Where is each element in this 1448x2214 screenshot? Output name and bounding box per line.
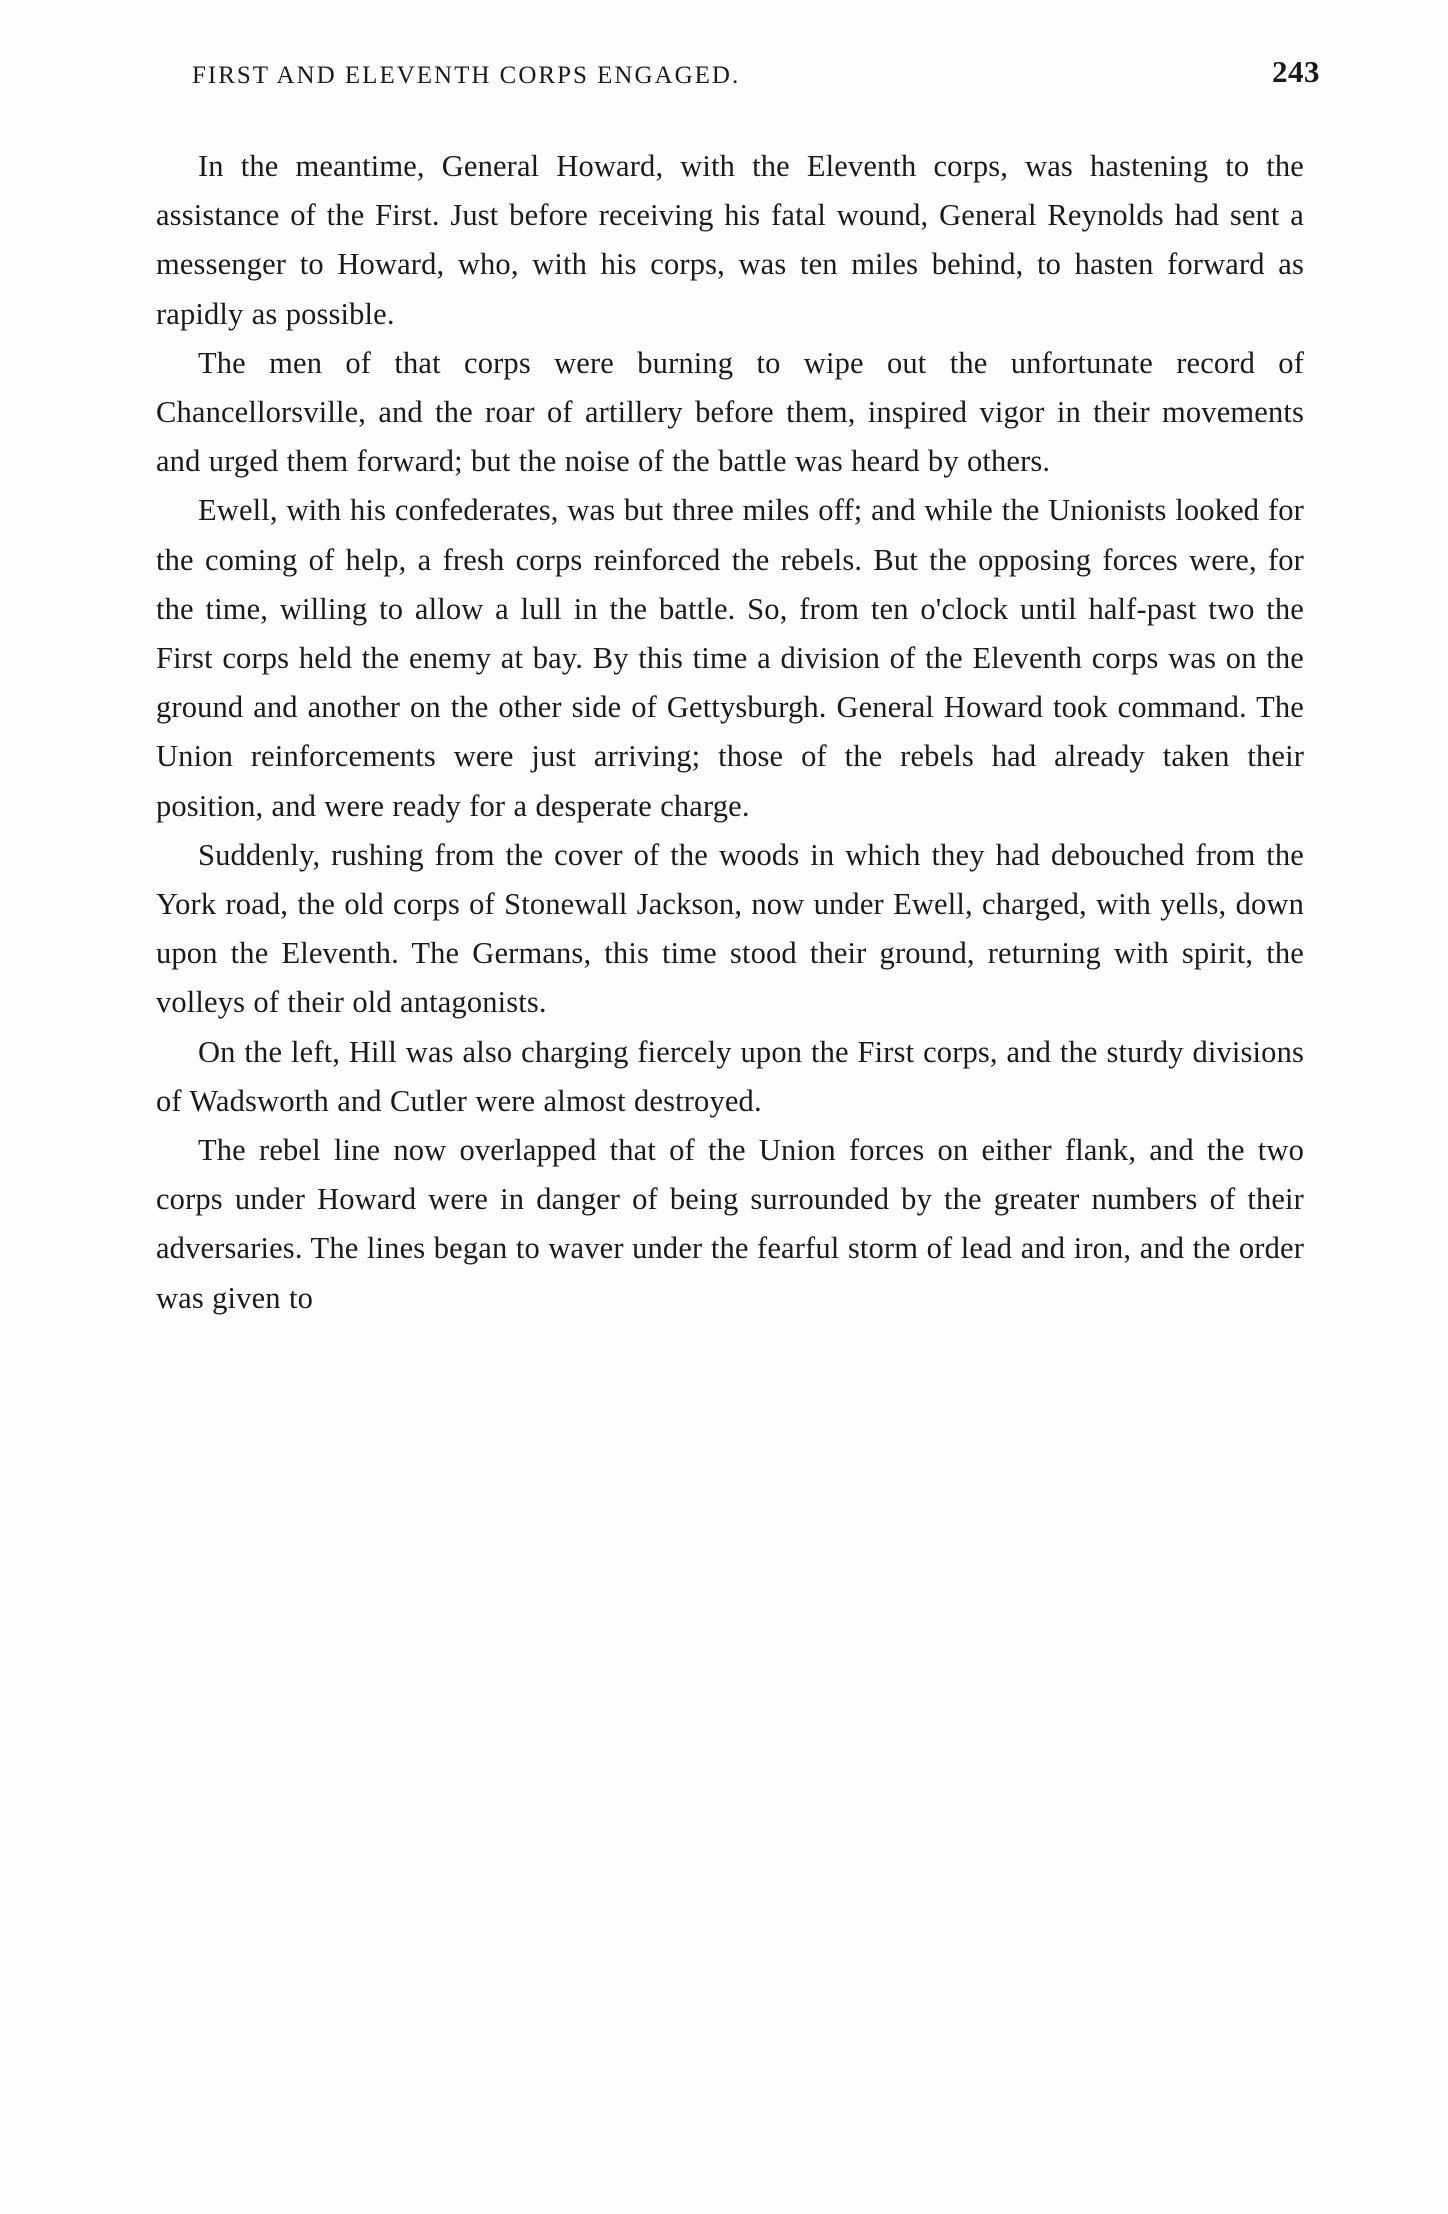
paragraph: On the left, Hill was also charging fiercely upon the First corps, and the sturdy divisions of Wadsworth and Cutler were almost destroyed. <box>156 1034 1304 1118</box>
paragraph: Suddenly, rushing from the cover of the woods in which they had debouched from the York road, the old corps of Stonewall Jackson, now under Ewell, charged, with yells, down upon the Eleventh. The Germans, this time stood their ground, returning with spirit, the volleys of their old antagonists. <box>156 837 1304 1020</box>
page-body <box>156 142 1304 1323</box>
paragraph: Ewell, with his confederates, was but three miles off; and while the Unionists looked for the coming of help, a fresh corps reinforced the rebels. But the opposing forces were, for the time, willing to allow a lull in the battle. So, from ten o'clock until half-past two the First corps held the enemy at bay. By this time a division of the Eleventh corps was on the ground and another on the other side of Gettysburgh. General Howard took command. The Union reinforcements were just arriving; those of the rebels had already taken their position, and were ready for a desperate charge. <box>156 493 1304 823</box>
running-title: FIRST AND ELEVENTH CORPS ENGAGED. <box>192 62 741 89</box>
page-number: 243 <box>1272 54 1320 89</box>
paragraph: In the meantime, General Howard, with the Eleventh corps, was hastening to the assistance of the First. Just before receiving his fatal wound, General Reynolds had sent a messenger to Howard, who, with his corps, was ten miles behind, to hasten forward as rapidly as possible. <box>156 149 1304 331</box>
paragraph: The rebel line now overlapped that of the Union forces on either flank, and the two corps under Howard were in danger of being surrounded by the greater numbers of their adversaries. The lines began to waver under the fearful storm of lead and iron, and the order was given to <box>156 1133 1304 1315</box>
page-header <box>192 54 1320 90</box>
paragraph: The men of that corps were burning to wipe out the unfortunate record of Chancellorsville, and the roar of artillery before them, inspired vigor in their movements and urged them forward; but the noise of the battle was heard by others. <box>156 345 1304 479</box>
